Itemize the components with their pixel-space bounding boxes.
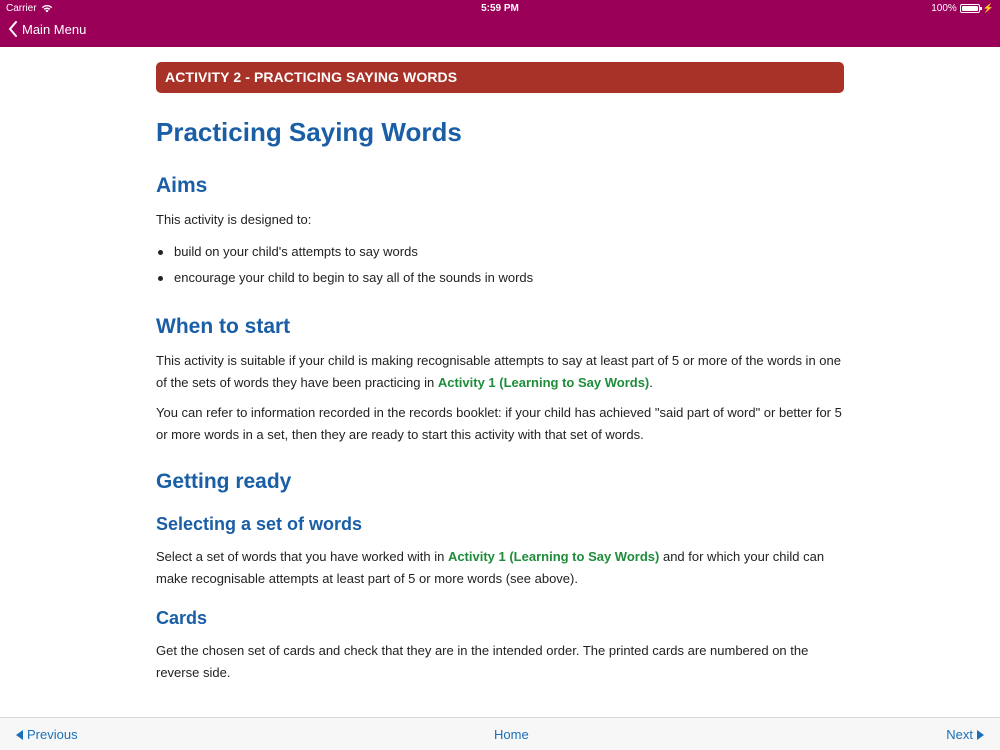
bottom-toolbar [0, 717, 1000, 750]
selecting-heading: Selecting a set of words [156, 514, 363, 534]
triangle-left-icon [16, 730, 23, 740]
when-to-start-paragraph [156, 350, 844, 394]
back-button[interactable] [8, 21, 86, 37]
text-span: Select a set of words that you have worked with in [156, 549, 448, 564]
status-bar [0, 0, 1000, 16]
charging-bolt-icon: ⚡ [982, 3, 994, 13]
activity-1-link[interactable]: Activity 1 (Learning to Say Words) [447, 549, 660, 564]
chevron-left-icon [8, 21, 18, 37]
selecting-paragraph [156, 546, 844, 590]
list-item: encourage your child to begin to say all of the sounds in words [156, 267, 844, 289]
status-right [931, 3, 994, 14]
top-bar [0, 0, 1000, 47]
getting-ready-heading: Getting ready [156, 470, 292, 493]
records-booklet-paragraph: You can refer to information recorded in the records booklet: if your child has achieved "said part of word" or better for 5 or more words in a set, then they are ready to start this activity with that set of words. [156, 405, 842, 442]
when-to-start-heading: When to start [156, 315, 291, 338]
cards-heading: Cards [156, 608, 208, 628]
article-content [156, 62, 844, 684]
activity-1-link[interactable]: Activity 1 (Learning to Say Words) [437, 375, 650, 390]
cards-paragraph: Get the chosen set of cards and check that they are in the intended order. The printed cards are numbered on the reverse side. [156, 643, 809, 680]
text-span: and for which your child can make recognisable attempts at least part of 5 or more words (see above). [156, 549, 825, 586]
previous-button[interactable] [16, 727, 78, 742]
page-title: Practicing Saying Words [156, 117, 462, 147]
list-item: build on your child's attempts to say words [156, 241, 844, 263]
home-button[interactable] [494, 727, 529, 742]
next-label: Next [946, 727, 973, 742]
aims-heading: Aims [156, 174, 208, 197]
status-time: 5:59 PM [481, 3, 519, 14]
triangle-right-icon [977, 730, 984, 740]
home-label: Home [494, 727, 529, 742]
battery-percent: 100% [931, 3, 957, 14]
next-button[interactable] [946, 727, 984, 742]
activity-banner: ACTIVITY 2 - PRACTICING SAYING WORDS [156, 62, 844, 93]
aims-intro: This activity is designed to: [156, 212, 312, 227]
text-span: . [649, 375, 653, 390]
battery-icon [960, 4, 980, 13]
back-button-label: Main Menu [22, 21, 87, 37]
aims-list [156, 241, 844, 289]
carrier-label: Carrier [6, 3, 37, 14]
text-span: This activity is suitable if your child is making recognisable attempts to say at least part of 5 or more of the words in one of the sets of words they have been practicing in [156, 353, 841, 390]
previous-label: Previous [27, 727, 78, 742]
